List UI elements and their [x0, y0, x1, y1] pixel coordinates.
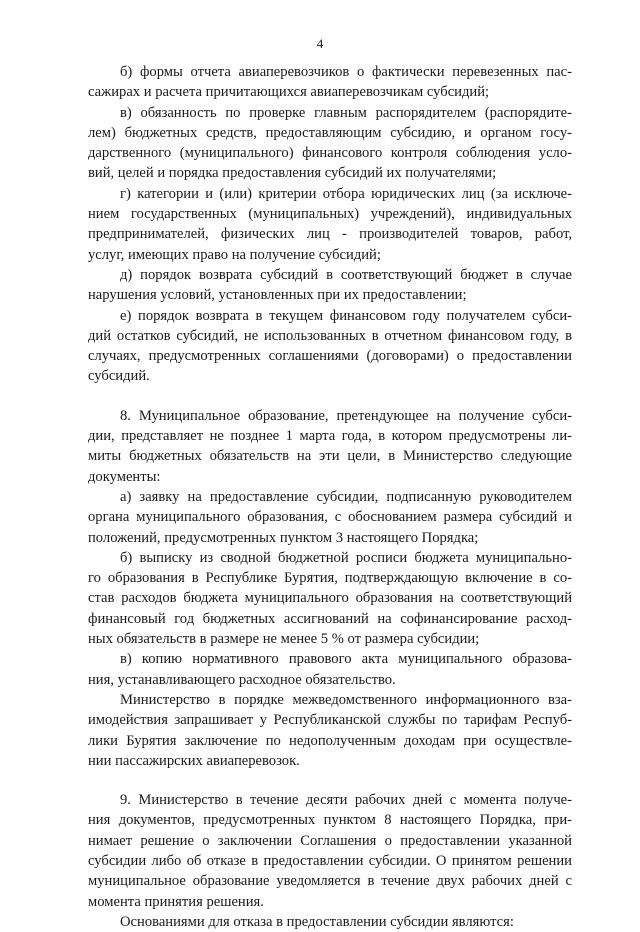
paragraph-spacer [88, 387, 572, 406]
text-line: е) порядок возврата в текущем финансовом году получателем субси- [120, 307, 572, 324]
text-line: Министерство в порядке межведомственного информационного вза- [120, 691, 572, 708]
text-line: ния документов, предусмотренных пунктом 8 настоящего Порядка, при- [88, 812, 572, 829]
text-line: лем) бюджетных средств, предоставляющим субсидию, и органом госу- [88, 124, 572, 141]
text-line: нимает решение о заключении Соглашения о предоставлении указанной [88, 832, 572, 849]
text-line: вий, целей и порядка предоставления субсидий их получателями; [88, 165, 497, 182]
text-line: услуг, имеющих право на получение субсидий; [88, 246, 381, 263]
text-line: муниципальное образование уведомляется в течение двух рабочих дней с [88, 873, 572, 890]
page-number: 4 [316, 36, 324, 51]
text-line: б) формы отчета авиаперевозчиков о фактически перевезенных пас- [120, 64, 572, 80]
text-line: ных обязательств в размере не менее 5 % от размера субсидии; [88, 631, 480, 648]
text-line: момента принятия решения. [88, 893, 264, 910]
text-line: миты бюджетных обязательств на эти цели, в Министерство следующие [88, 448, 572, 465]
paragraph-spacer [88, 771, 572, 790]
text-line: 8. Муниципальное образование, претендующее на получение субси- [120, 407, 572, 424]
text-line: д) порядок возврата субсидий в соответствующий бюджет в случае [120, 266, 572, 283]
paragraph [88, 690, 572, 771]
text-line: финансовый год бюджетных ассигнований на софинансирование расход- [88, 610, 572, 627]
text-line: лики Бурятия заключение по недополученным доходам при осуществле- [88, 732, 572, 749]
text-line: а) заявку на предоставление субсидии, подписанную руководителем [120, 488, 572, 505]
text-line: 9. Министерство в течение десяти рабочих дней с момента получе- [120, 792, 572, 809]
text-line: органа муниципального образования, с обоснованием размера субсидий и [88, 509, 572, 526]
text-line: случаях, предусмотренных соглашениями (договорами) о предоставлении [88, 348, 572, 365]
text-line: положений, предусмотренных пунктом 3 настоящего Порядка; [88, 529, 479, 546]
paragraph [88, 62, 572, 103]
text-line: дарственного (муниципального) финансового контроля соблюдения усло- [88, 145, 572, 162]
text-line: став расходов бюджета муниципального образования на соответствующий [88, 590, 572, 607]
text-line: нием государственных (муниципальных) учреждений), индивидуальных [88, 206, 572, 223]
text-line: го образования в Республике Бурятия, подтверждающую включение в со- [88, 570, 572, 587]
paragraph [88, 265, 572, 306]
text-line: субсидий. [88, 368, 150, 385]
text-line: в) обязанность по проверке главным распорядителем (распорядите- [120, 104, 572, 121]
text-line: документы: [88, 468, 161, 485]
paragraph [88, 306, 572, 387]
text-line: Основаниями для отказа в предоставлении субсидии являются: [120, 913, 514, 930]
paragraph [88, 790, 572, 912]
paragraph [88, 649, 572, 690]
text-line: нарушения условий, установленных при их предоставлении; [88, 287, 467, 304]
paragraph [88, 184, 572, 265]
text-line: предпринимателей, физических лиц - производителей товаров, работ, [88, 226, 572, 243]
text-line: дии, представляет не позднее 1 марта года, в котором предусмотрены ли- [88, 428, 572, 445]
paragraph [88, 406, 572, 487]
text-line: ния, устанавливающего расходное обязательство. [88, 671, 396, 688]
text-line: в) копию нормативного правового акта муниципального образова- [120, 651, 572, 668]
paragraph [88, 912, 572, 932]
paragraph [88, 548, 572, 649]
text-line: нии пассажирских авиаперевозок. [88, 752, 300, 769]
document-body [88, 62, 572, 932]
paragraph [88, 103, 572, 184]
text-line: имодействия запрашивает у Республиканской службы по тарифам Респуб- [88, 712, 572, 729]
text-line: сажирах и расчета причитающихся авиаперевозчикам субсидий; [88, 84, 490, 101]
text-line: г) категории и (или) критерии отбора юридических лиц (за исключе- [120, 185, 572, 202]
text-line: б) выписку из сводной бюджетной росписи бюджета муниципально- [120, 549, 572, 566]
paragraph [88, 487, 572, 548]
text-line: субсидии либо об отказе в предоставлении субсидии. О принятом решении [88, 852, 572, 869]
text-line: дий остатков субсидий, не использованных в отчетном финансовом году, в [88, 327, 572, 344]
